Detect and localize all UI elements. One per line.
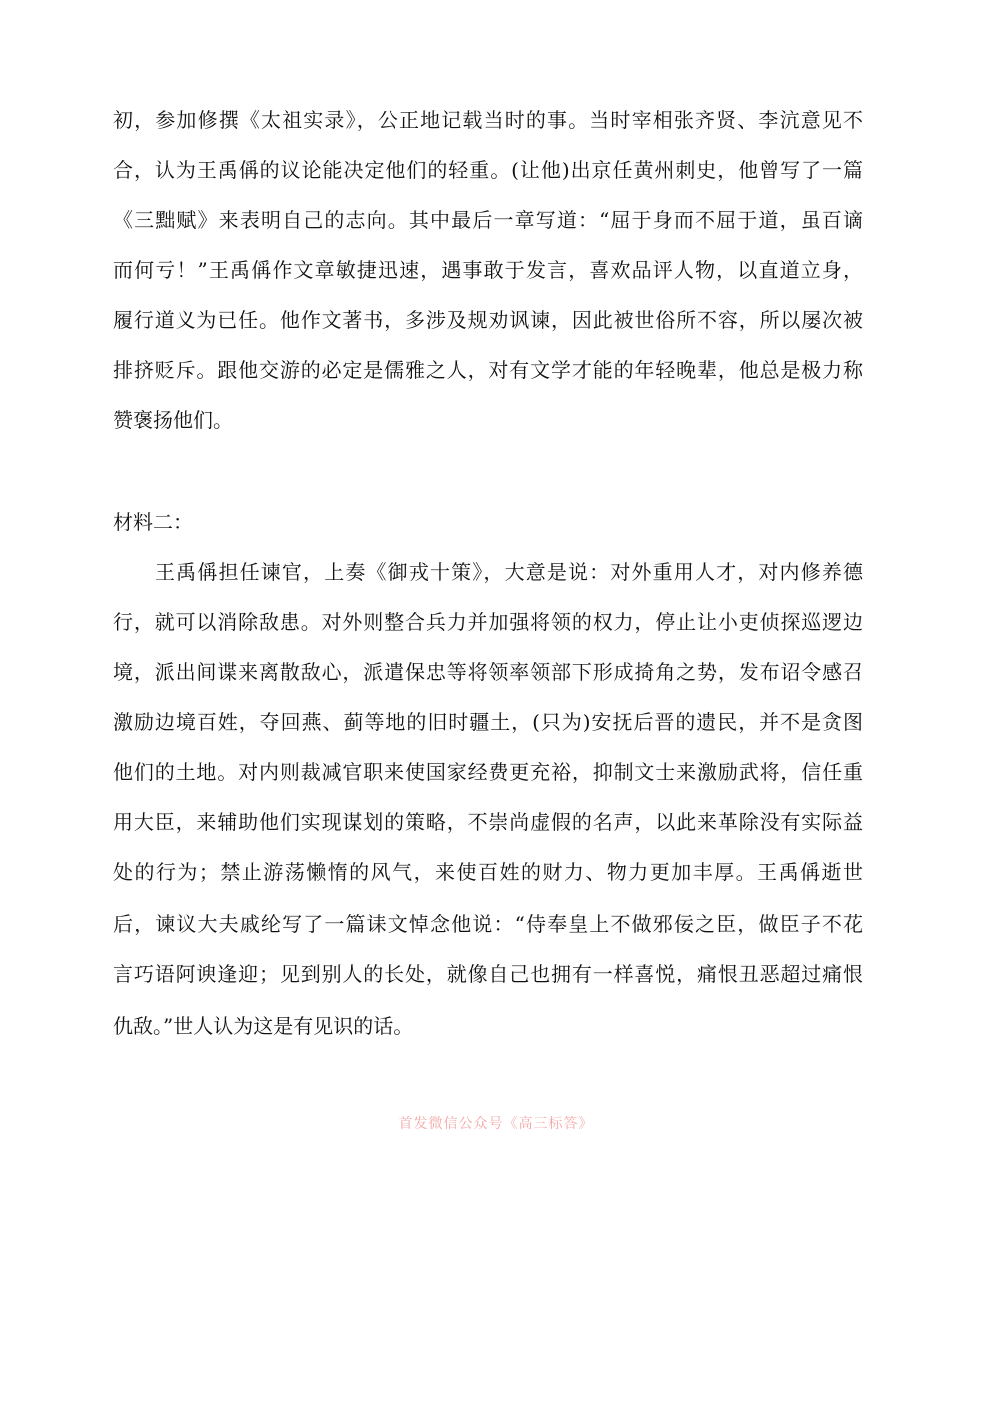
paragraph-line: 排挤贬斥。跟他交游的必定是儒雅之人，对有文学才能的年轻晚辈，他总是极力称 xyxy=(113,358,863,382)
paragraph-line: 而何亏！”王禹偁作文章敏捷迅速，遇事敢于发言，喜欢品评人物，以直道立身， xyxy=(113,258,863,282)
paragraph-line: 合，认为王禹偁的议论能决定他们的轻重。(让他)出京任黄州刺史，他曾写了一篇 xyxy=(113,158,863,182)
paragraph-line: 后，谏议大夫戚纶写了一篇诔文悼念他说：“侍奉皇上不做邪佞之臣，做臣子不花 xyxy=(113,912,863,936)
paragraph-line: 仇敌。”世人认为这是有见识的话。 xyxy=(113,1014,414,1038)
paragraph-line: 境，派出间谍来离散敌心，派遣保忠等将领率领部下形成掎角之势，发布诏令感召 xyxy=(113,660,863,684)
paragraph-line: 《三黜赋》来表明自己的志向。其中最后一章写道：“屈于身而不屈于道，虽百谪 xyxy=(113,208,863,232)
paragraph-line: 处的行为；禁止游荡懒惰的风气，来使百姓的财力、物力更加丰厚。王禹偁逝世 xyxy=(113,860,863,884)
paragraph-line: 王禹偁担任谏官，上奏《御戎十策》，大意是说：对外重用人才，对内修养德 xyxy=(155,560,863,584)
paragraph-line: 行，就可以消除敌患。对外则整合兵力并加强将领的权力，停止让小吏侦探巡逻边 xyxy=(113,610,863,634)
paragraph-line: 言巧语阿谀逢迎；见到别人的长处，就像自己也拥有一样喜悦，痛恨丑恶超过痛恨 xyxy=(113,962,863,986)
section-heading: 材料二： xyxy=(113,510,193,534)
watermark-text: 首发微信公众号《高三标答》 xyxy=(398,1116,594,1132)
paragraph-line: 激励边境百姓，夺回燕、蓟等地的旧时疆土，(只为)安抚后晋的遗民，并不是贪图 xyxy=(113,710,863,734)
paragraph-line: 赞褒扬他们。 xyxy=(113,408,233,432)
paragraph-line: 他们的土地。对内则裁减官职来使国家经费更充裕，抑制文士来激励武将，信任重 xyxy=(113,760,863,784)
paragraph-line: 用大臣，来辅助他们实现谋划的策略，不崇尚虚假的名声，以此来革除没有实际益 xyxy=(113,810,863,834)
paragraph-line: 初，参加修撰《太祖实录》，公正地记载当时的事。当时宰相张齐贤、李沆意见不 xyxy=(113,108,863,132)
paragraph-line: 履行道义为已任。他作文著书，多涉及规劝讽谏，因此被世俗所不容，所以屡次被 xyxy=(113,308,863,332)
